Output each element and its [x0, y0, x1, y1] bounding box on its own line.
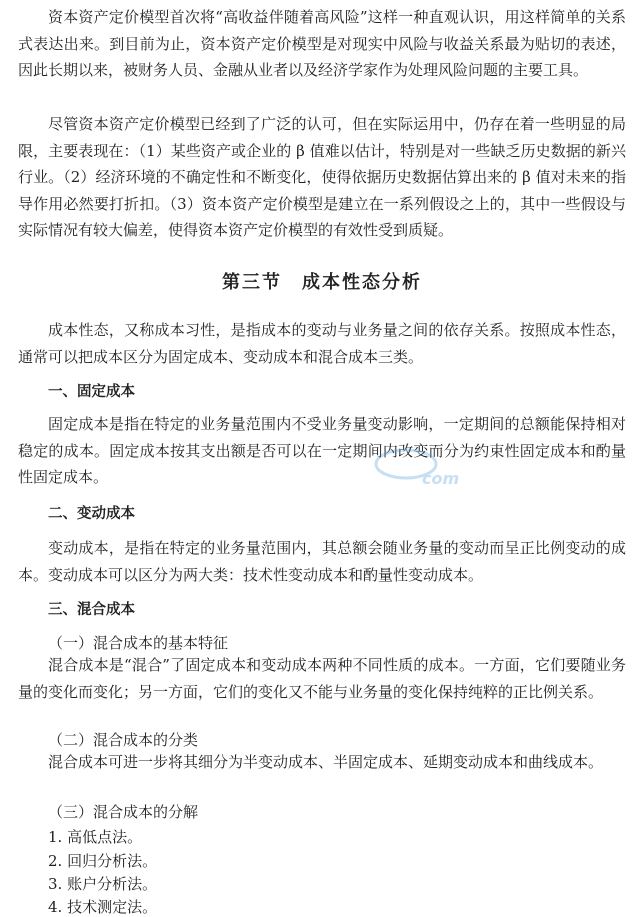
heading-mixed-cost: 三、混合成本 [48, 602, 135, 618]
variable-cost-paragraph: 变动成本，是指在特定的业务量范围内，其总额会随业务量的变动而呈正比例变动的成本。变动成本可以区分为两大类：技术性变动成本和酌量性变动成本。 [18, 539, 626, 584]
method-item: 2. 回归分析法。 [48, 852, 158, 870]
mixed-types-paragraph: 混合成本可进一步将其细分为半变动成本、半固定成本、延期变动成本和曲线成本。 [48, 753, 604, 771]
section-title: 第三节 成本性态分析 [222, 272, 422, 293]
intro-paragraph-1: 资本资产定价模型首次将“高收益伴随着高风险”这样一种直观认识，用这样简单的关系式表达出来。到目前为止，资本资产定价模型是对现实中风险与收益关系最为贴切的表述，因此长期以来，被财务人员、金融从业者以及经济学家作为处理风险问题的主要工具。 [18, 8, 626, 79]
subheading-mixed-features: （一）混合成本的基本特征 [48, 634, 229, 652]
watermark-text: com [422, 469, 460, 488]
method-item: 4. 技术测定法。 [48, 898, 158, 916]
subheading-mixed-types: （二）混合成本的分类 [48, 731, 199, 749]
method-item: 3. 账户分析法。 [48, 875, 158, 893]
intro-paragraph-2: 尽管资本资产定价模型已经到了广泛的认可，但在实际运用中，仍存在着一些明显的局限，主要表现在：（1）某些资产或企业的 β 值难以估计，特别是对一些缺乏历史数据的新兴行业。（2）经济环境的不确定性和不断变化，使得依据历史数据估算出来的 β 值对未来的指导作用必然要打折扣。（3）资本资产定价模型是建立在一系列假设之上的，其中一些假设与实际情况有较大偏差，使得资本资产定价模型的有效性受到质疑。 [18, 115, 626, 239]
cost-behavior-paragraph: 成本性态，又称成本习性，是指成本的变动与业务量之间的依存关系。按照成本性态，通常可以把成本区分为固定成本、变动成本和混合成本三类。 [18, 321, 626, 366]
watermark-logo [368, 440, 488, 496]
mixed-features-paragraph: 混合成本是“混合”了固定成本和变动成本两种不同性质的成本。一方面，它们要随业务量的变化而变化；另一方面，它们的变化又不能与业务量的变化保持纯粹的正比例关系。 [18, 656, 626, 701]
method-item: 1. 高低点法。 [48, 828, 143, 846]
heading-fixed-cost: 一、固定成本 [48, 384, 135, 400]
fixed-cost-paragraph: 固定成本是指在特定的业务量范围内不受业务量变动影响，一定期间的总额能保持相对稳定的成本。固定成本按其支出额是否可以在一定期间内改变而分为约束性固定成本和酌量性固定成本。 [18, 415, 626, 486]
subheading-decomposition: （三）混合成本的分解 [48, 803, 199, 821]
heading-variable-cost: 二、变动成本 [48, 506, 135, 522]
